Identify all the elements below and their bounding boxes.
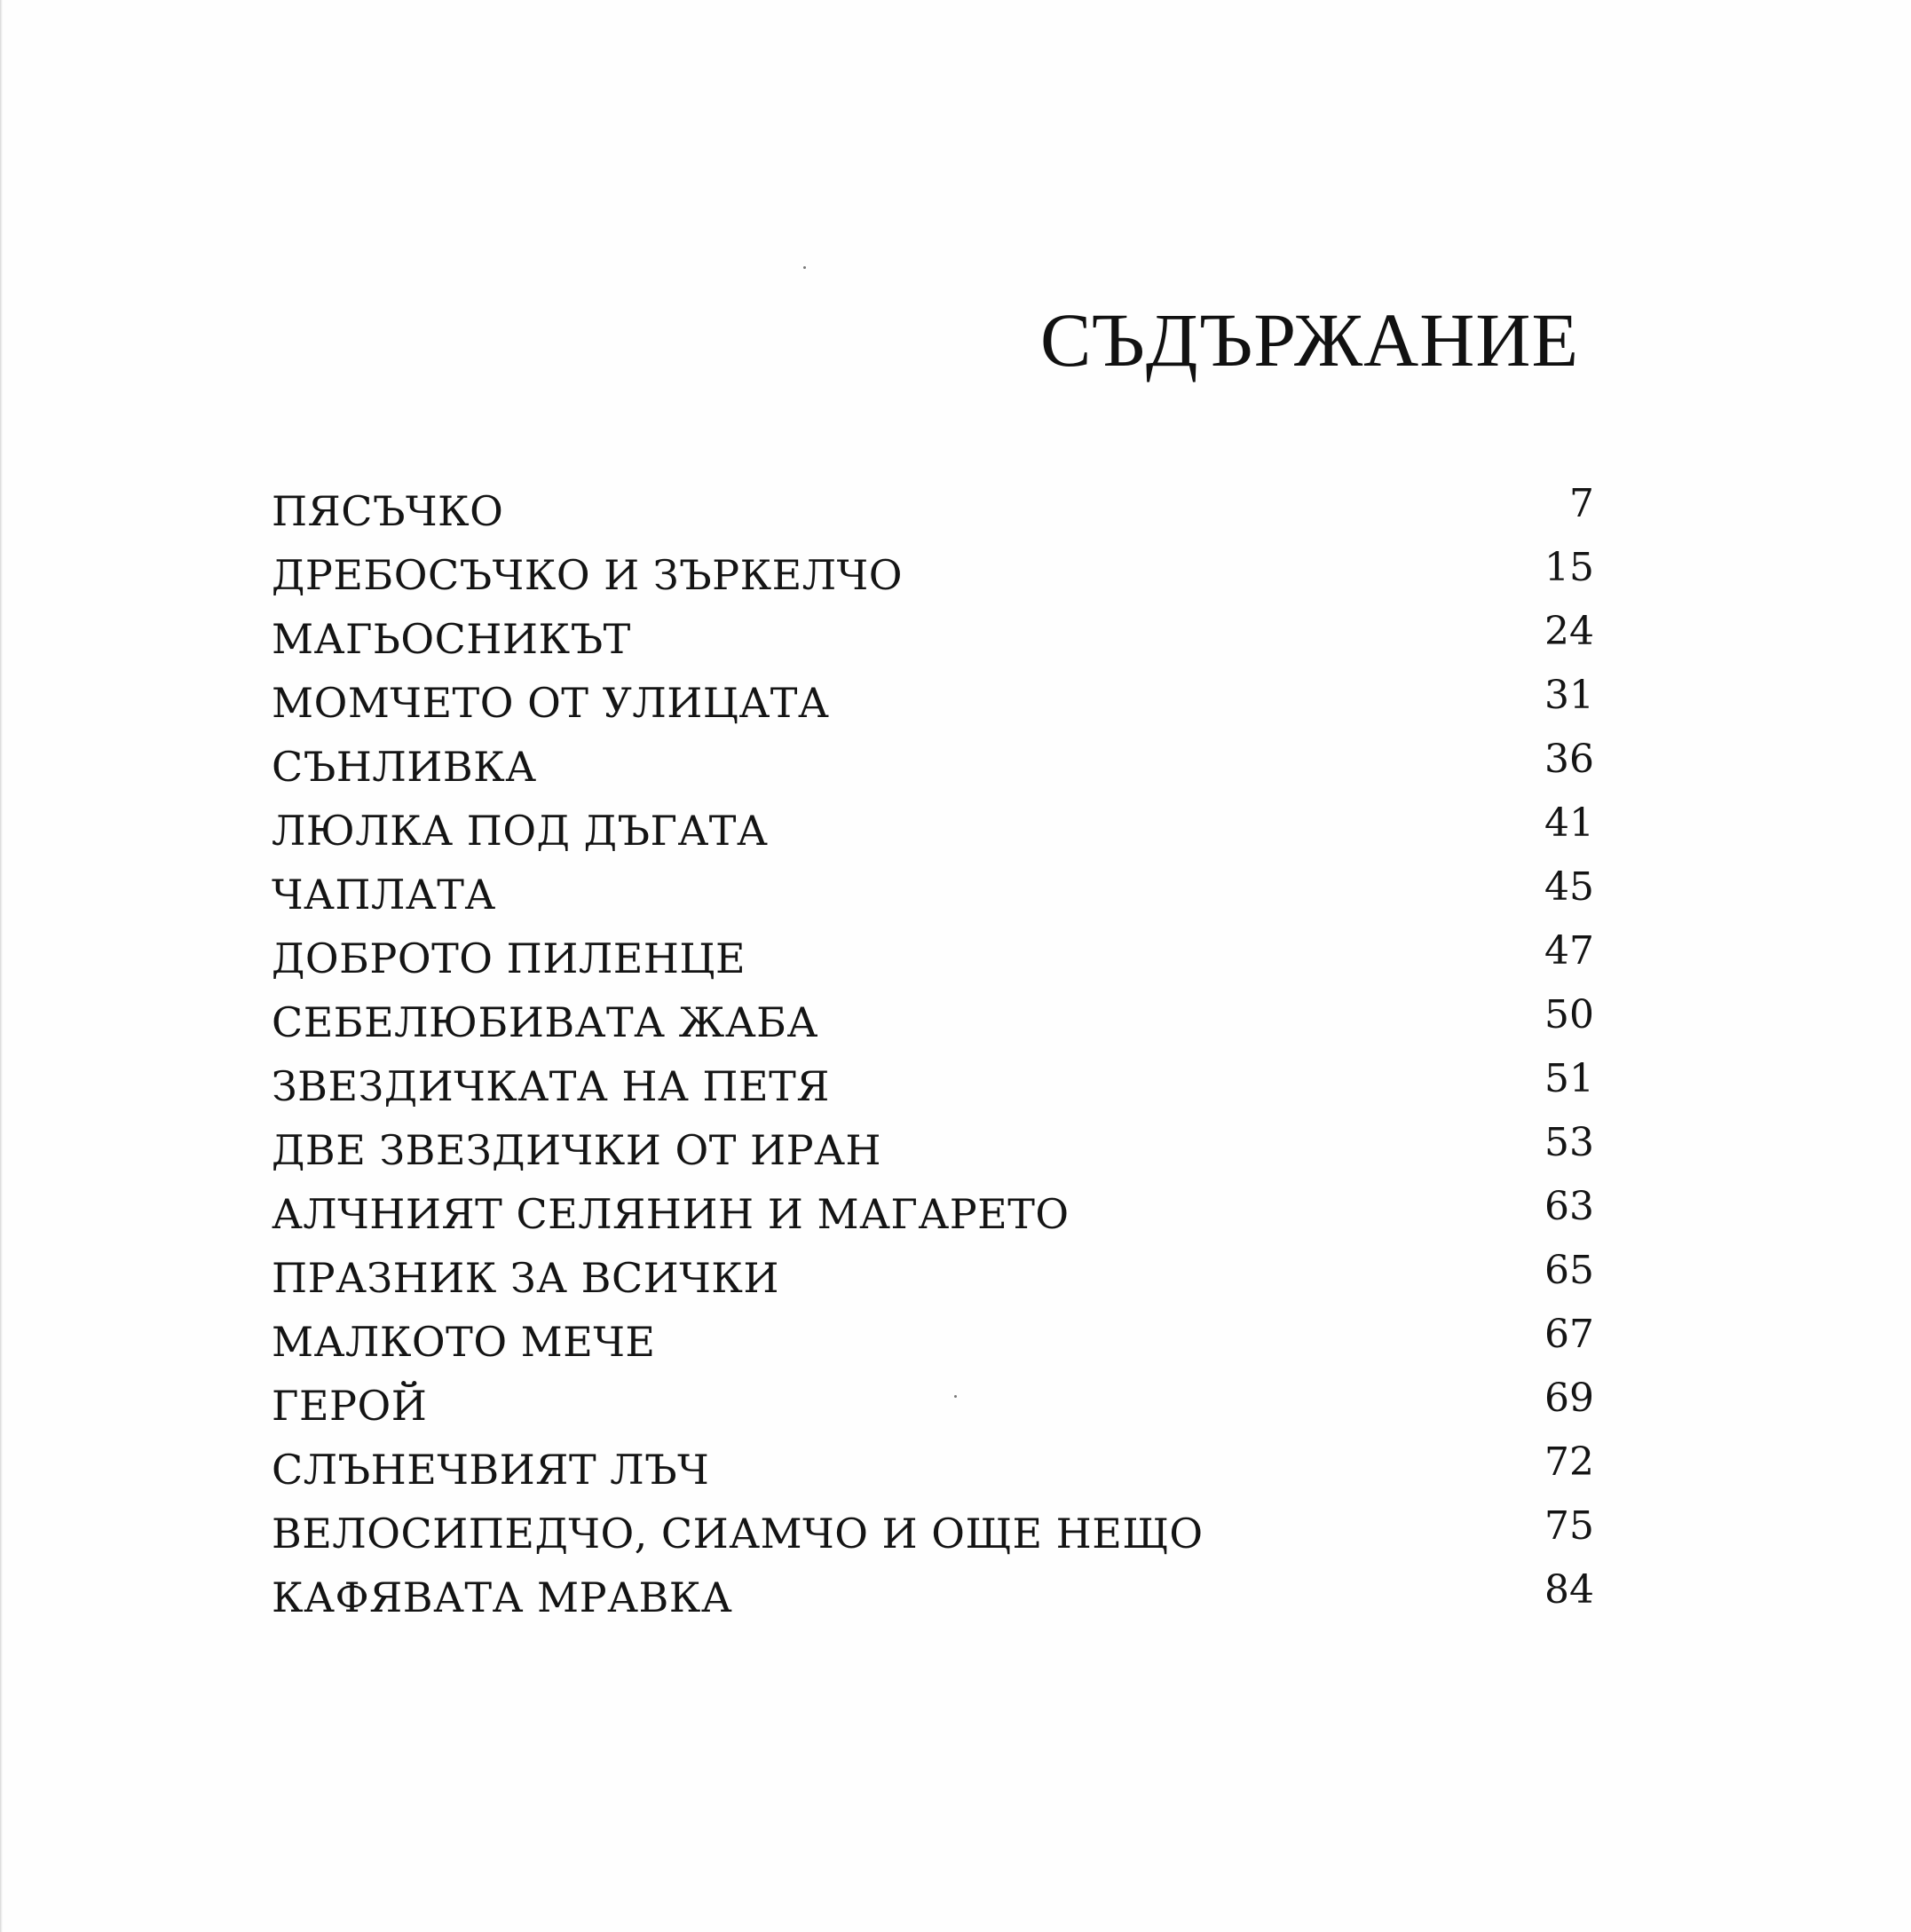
toc-entry-title: СЪНЛИВКА: [272, 743, 537, 791]
toc-entry-page: 69: [1544, 1376, 1594, 1421]
toc-entry: [272, 1502, 1594, 1565]
toc-entry-title: МОМЧЕТО ОТ УЛИЦАТА: [272, 679, 830, 727]
toc-entry-page: 45: [1544, 864, 1594, 910]
toc-entry: [272, 543, 1594, 607]
toc-entry-title: ЛЮЛКА ПОД ДЪГАТА: [272, 807, 769, 855]
toc-entry: [272, 479, 1594, 543]
scan-speck: [803, 266, 806, 269]
toc-entry-page: 84: [1544, 1567, 1594, 1613]
toc-entry: [272, 671, 1594, 735]
toc-entry-title: ДРЕБОСЪЧКО И ЗЪРКЕЛЧО: [272, 551, 903, 599]
toc-entry-page: 65: [1544, 1248, 1594, 1293]
scan-speck: [954, 1395, 957, 1398]
contents-heading: СЪДЪРЖАНИЕ: [1039, 297, 1579, 382]
toc-entry-title: КАФЯВАТА МРАВКА: [272, 1573, 733, 1621]
toc-entry-page: 24: [1544, 609, 1594, 654]
toc-entry: [272, 990, 1594, 1054]
toc-entry-title: ЗВЕЗДИЧКАТА НА ПЕТЯ: [272, 1062, 830, 1110]
toc-entry-page: 72: [1544, 1439, 1594, 1485]
toc-entry-title: МАЛКОТО МЕЧЕ: [272, 1318, 656, 1366]
toc-entry: [272, 1374, 1594, 1438]
toc-entry-page: 7: [1569, 481, 1594, 526]
toc-entry: [272, 1438, 1594, 1502]
toc-entry-title: МАГЬОСНИКЪТ: [272, 615, 631, 663]
toc-entry: [272, 863, 1594, 927]
toc-entry-page: 15: [1544, 545, 1594, 590]
toc-entry: [272, 799, 1594, 863]
toc-entry-page: 41: [1544, 800, 1594, 846]
toc-entry-page: 75: [1544, 1503, 1594, 1549]
toc-entry-page: 67: [1544, 1312, 1594, 1357]
table-of-contents: [272, 479, 1594, 1629]
toc-entry: [272, 1565, 1594, 1629]
toc-entry-page: 50: [1544, 992, 1594, 1037]
toc-entry: [272, 607, 1594, 671]
toc-entry-page: 31: [1544, 673, 1594, 718]
toc-entry-title: ЧАПЛАТА: [272, 871, 496, 919]
toc-entry: [272, 1118, 1594, 1182]
toc-entry: [272, 1246, 1594, 1310]
toc-entry-page: 53: [1544, 1120, 1594, 1165]
toc-entry-title: ВЕЛОСИПЕДЧО, СИАМЧО И ОЩЕ НЕЩО: [272, 1510, 1204, 1557]
toc-entry-title: ГЕРОЙ: [272, 1382, 428, 1430]
toc-entry-page: 47: [1544, 928, 1594, 974]
toc-entry-title: АЛЧНИЯТ СЕЛЯНИН И МАГАРЕТО: [272, 1190, 1070, 1238]
toc-entry: [272, 735, 1594, 799]
toc-entry-title: ДОБРОТО ПИЛЕНЦЕ: [272, 934, 746, 982]
scan-edge: [0, 0, 3, 1932]
toc-entry: [272, 1054, 1594, 1118]
toc-entry: [272, 1182, 1594, 1246]
toc-entry-title: ДВЕ ЗВЕЗДИЧКИ ОТ ИРАН: [272, 1126, 882, 1174]
toc-entry-title: ПЯСЪЧКО: [272, 487, 504, 535]
toc-entry-title: ПРАЗНИК ЗА ВСИЧКИ: [272, 1254, 780, 1302]
toc-entry-page: 63: [1544, 1184, 1594, 1229]
toc-entry-page: 36: [1544, 737, 1594, 782]
toc-entry: [272, 927, 1594, 990]
toc-entry: [272, 1310, 1594, 1374]
toc-entry-title: СЛЪНЕЧВИЯТ ЛЪЧ: [272, 1446, 710, 1494]
toc-entry-page: 51: [1544, 1056, 1594, 1101]
toc-entry-title: СЕБЕЛЮБИВАТА ЖАБА: [272, 998, 818, 1046]
